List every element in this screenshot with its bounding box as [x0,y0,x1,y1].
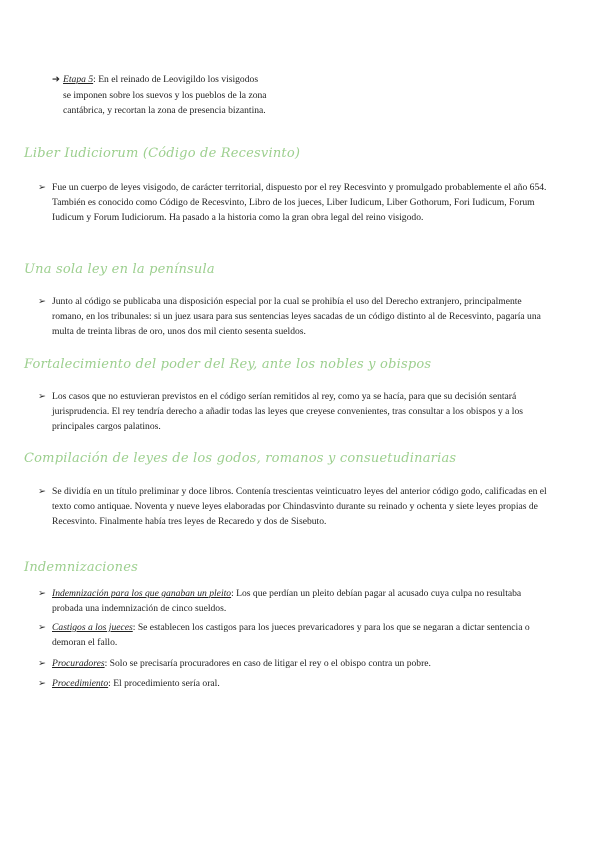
bullet-text: Se dividía en un título preliminar y doce libros. Contenía trescientas veinticuatro leyes del anterior código godo, calificadas en el texto como antiquae. Noventa y nueve leyes elaboradas por Chindasvinto durante su reinado y ochenta y siete leyes propias de Recesvinto. Finalmente había tres leyes de Recaredo y dos de Sisebuto. [52,486,547,528]
arrow-icon: ➔ [52,74,61,85]
bullet-text: Junto al código se publicaba una disposición especial por la cual se prohibía el uso del Derecho extranjero, principalmente romano, en los tribunales: si un juez usara para sus sentencias leyes sacadas de un código distinto al de Recesvinto, pagaría una multa de treinta libras de oro, unos dos mil ciento sesenta sueldos. [52,296,541,338]
list-item [38,180,548,226]
section-title-compilacion: Compilación de leyes de los godos, romanos y consuetudinarias [24,451,457,466]
bullet-arrow-icon: ➢ [38,182,47,193]
bullet-label: Procedimiento [52,678,109,689]
list-item [38,676,548,691]
bullet-text: : Solo se precisaría procuradores en caso de litigar el rey o el obispo contra un pobre. [104,658,431,669]
bullet-text: : Los que perdían un pleito debían pagar al acusado cuya culpa no resultaba probada una indemnización de cinco sueldos. [52,588,522,615]
bullet-arrow-icon: ➢ [38,391,47,402]
intro-line-2: se imponen sobre los suevos y los pueblos de la zona [63,89,267,101]
list-item [38,586,548,616]
bullet-text: : Se establecen los castigos para los jueces prevaricadores y para los que se negaran a dictar sentencia o demoran el fallo. [52,622,530,649]
bullet-text: Los casos que no estuvieran previstos en el código serían remitidos al rey, como ya se hacía, para que su decisión sentará jurisprudencia. El rey tendría derecho a añadir todas las leyes que creyese convenientes, tras consultar a los obispos y a los principales cargos palatinos. [52,391,523,433]
list-item [38,484,548,530]
intro-bullet [52,72,352,119]
bullet-arrow-icon: ➢ [38,678,47,689]
intro-label: Etapa 5 [63,74,94,85]
bullet-arrow-icon: ➢ [38,622,47,633]
intro-line-3: cantábrica, y recortan la zona de presencia bizantina. [63,105,266,116]
bullet-label: Procuradores [52,658,105,669]
intro-line-1: : En el reinado de Leovigildo los visigodos [93,74,259,85]
bullet-text: Fue un cuerpo de leyes visigodo, de carácter territorial, dispuesto por el rey Recesvinto y promulgado probablemente el año 654. También es conocido como Código de Recesvinto, Libro de los jueces, Liber Iudicum, Liber Gothorum, Fori Iudicum, Forum Iudicum y Forum Iudiciorum. Ha pasado a la historia como la gran obra legal del reino visigodo. [52,182,547,224]
bullet-arrow-icon: ➢ [38,588,47,599]
section-title-indemnizaciones: Indemnizaciones [24,560,138,575]
list-item [38,389,548,435]
bullet-text: : El procedimiento sería oral. [108,678,220,689]
list-item [38,656,548,671]
section-title-una-sola-ley: Una sola ley en la península [24,262,215,277]
list-item [38,294,548,340]
bullet-label: Castigos a los jueces [52,622,133,633]
section-title-fortalecimiento: Fortalecimiento del poder del Rey, ante los nobles y obispos [24,357,432,372]
list-item [38,620,548,650]
bullet-arrow-icon: ➢ [38,296,47,307]
bullet-arrow-icon: ➢ [38,658,47,669]
bullet-label: Indemnización para los que ganaban un pleito [52,588,232,599]
section-title-liber: Liber Iudiciorum (Código de Recesvinto) [24,146,301,161]
bullet-arrow-icon: ➢ [38,486,47,497]
